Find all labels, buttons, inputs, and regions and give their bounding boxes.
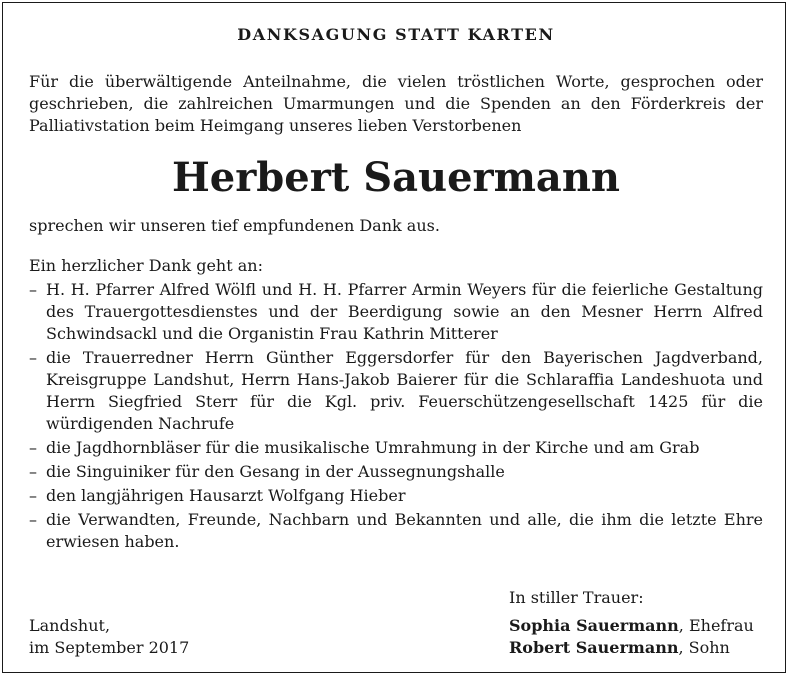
thanks-lead: Ein herzlicher Dank geht an: (29, 256, 263, 275)
place-date (29, 615, 189, 659)
date: im September 2017 (29, 638, 190, 657)
signatory-name: Sophia Sauermann (509, 616, 679, 635)
list-item-text: die Trauerredner Herrn Günther Eggersdorfer für den Bayerischen Jagdverband, Kreisgruppe Landshut, Herrn Hans-Jakob Baierer für die Schlaraffia Landeshuota und Herrn Siegfried Sterr für die Kgl. priv. Feuerschützengesellschaft 1425 für die würdigenden Nachrufe (46, 348, 763, 433)
notice-heading: DANKSAGUNG STATT KARTEN (237, 25, 555, 44)
list-item-text: die Singuiniker für den Gesang in der Aussegnungshalle (46, 462, 505, 481)
mourning-line: In stiller Trauer: (509, 588, 644, 607)
list-item-text: die Verwandten, Freunde, Nachbarn und Bekannten und alle, die ihm die letzte Ehre erwiesen haben. (46, 510, 763, 551)
list-dash: – (29, 510, 37, 529)
signatory-name: Robert Sauermann (509, 638, 679, 657)
obituary-notice (2, 2, 786, 673)
list-item (29, 437, 763, 459)
thanks-list (29, 279, 763, 555)
list-dash: – (29, 280, 37, 299)
deceased-name: Herbert Sauermann (171, 154, 621, 201)
signatories (509, 615, 754, 659)
place: Landshut, (29, 616, 111, 635)
list-dash: – (29, 348, 37, 367)
list-dash: – (29, 486, 37, 505)
list-dash: – (29, 462, 37, 481)
list-item (29, 347, 763, 435)
list-dash: – (29, 438, 37, 457)
signatory (509, 615, 754, 637)
signatory-role: , Ehefrau (678, 616, 754, 635)
list-item (29, 509, 763, 553)
thanks-line: sprechen wir unseren tief empfundenen Dank aus. (29, 216, 440, 235)
list-item (29, 461, 763, 483)
intro-paragraph: Für die überwältigende Anteilnahme, die vielen tröstlichen Worte, gesprochen oder geschrieben, die zahlreichen Umarmungen und die Spenden an den Förderkreis der Palliativstation beim Heimgang unseres lieben Verstorbenen (29, 72, 763, 135)
list-item-text: die Jagdhornbläser für die musikalische Umrahmung in der Kirche und am Grab (46, 438, 700, 457)
signatory-role: , Sohn (678, 638, 730, 657)
list-item (29, 485, 763, 507)
signatory (509, 637, 754, 659)
list-item (29, 279, 763, 345)
list-item-text: den langjährigen Hausarzt Wolfgang Hieber (46, 486, 406, 505)
list-item-text: H. H. Pfarrer Alfred Wölfl und H. H. Pfarrer Armin Weyers für die feierliche Gestaltung des Trauergottesdienstes und der Beerdigung sowie an den Mesner Herrn Alfred Schwindsackl und die Organistin Frau Kathrin Mitterer (46, 280, 763, 343)
